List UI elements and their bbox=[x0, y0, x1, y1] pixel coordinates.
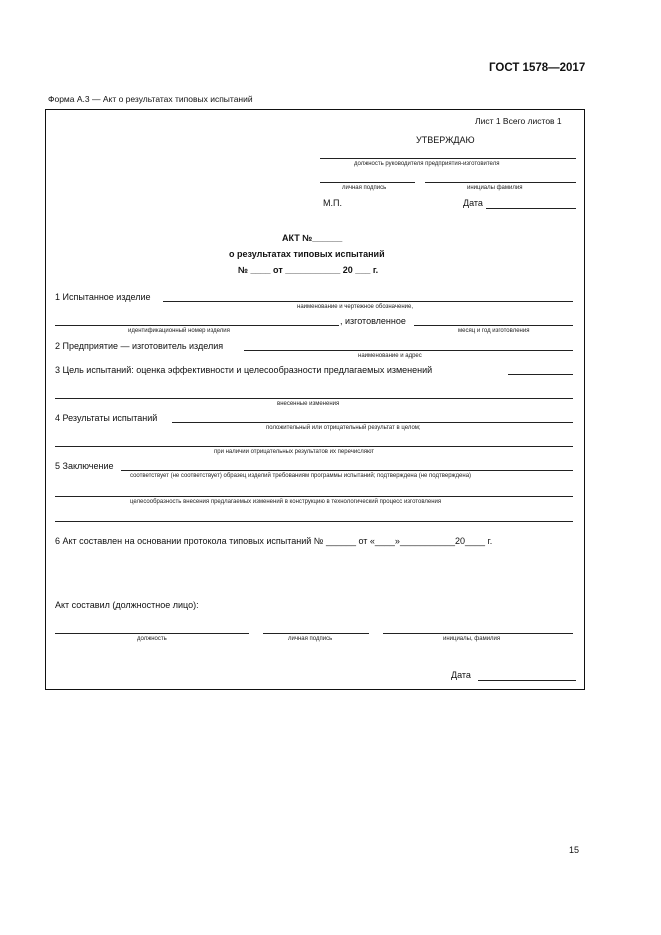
item4-line[interactable] bbox=[172, 422, 573, 423]
item1-date-hint: месяц и год изготовления bbox=[458, 328, 530, 334]
item3-line[interactable] bbox=[55, 398, 573, 399]
act-title: АКТ №______ bbox=[282, 233, 343, 243]
item5-hint2: целесообразность внесения предлагаемых изменений в конструкцию в технологический процесс изготовления bbox=[130, 499, 442, 505]
footer-position-hint: должность bbox=[137, 636, 167, 642]
approve-position-hint: должность руководителя предприятия-изготовителя bbox=[354, 161, 500, 167]
standard-number: ГОСТ 1578—2017 bbox=[489, 62, 586, 74]
item2-hint: наименование и адрес bbox=[358, 353, 422, 359]
item4-hint: положительный или отрицательный результат в целом; bbox=[266, 425, 421, 431]
approve-position-line[interactable] bbox=[320, 158, 576, 159]
item1-id-line[interactable] bbox=[55, 325, 339, 326]
item4-line2[interactable] bbox=[55, 446, 573, 447]
form-caption: Форма А.3 — Акт о результатах типовых испытаний bbox=[48, 94, 253, 104]
item1-hint: наименование и чертежное обозначение, bbox=[297, 304, 413, 310]
item1-label: 1 Испытанное изделие bbox=[55, 292, 151, 302]
approve-signature-hint: личная подпись bbox=[342, 185, 387, 191]
item6-label: 6 Акт составлен на основании протокола типовых испытаний № ______ от «____»___________20____ г. bbox=[55, 536, 493, 546]
approve-name-line[interactable] bbox=[425, 182, 576, 183]
approve-signature-line[interactable] bbox=[320, 182, 415, 183]
approve-title: УТВЕРЖДАЮ bbox=[416, 135, 475, 145]
page-number: 15 bbox=[569, 845, 580, 855]
stamp-label: М.П. bbox=[323, 198, 342, 208]
item5-line[interactable] bbox=[121, 470, 573, 471]
act-number-line: № ____ от ___________ 20 ___ г. bbox=[238, 265, 379, 275]
footer-date-label: Дата bbox=[451, 670, 471, 680]
item1-made-label: , изготовленное bbox=[340, 316, 406, 326]
item3-hint: внесенные изменения bbox=[277, 401, 340, 407]
item5-line3[interactable] bbox=[55, 521, 573, 522]
item4-hint2: при наличии отрицательных результатов их перечисляют bbox=[214, 449, 375, 455]
footer-date-line[interactable] bbox=[478, 680, 576, 681]
item5-label: 5 Заключение bbox=[55, 461, 114, 471]
footer-signature-line[interactable] bbox=[263, 633, 369, 634]
footer-name-hint: инициалы, фамилия bbox=[443, 636, 501, 642]
item2-line[interactable] bbox=[244, 350, 573, 351]
compiled-label: Акт составил (должностное лицо): bbox=[55, 600, 199, 610]
act-subtitle: о результатах типовых испытаний bbox=[229, 249, 385, 259]
item3-label: 3 Цель испытаний: оценка эффективности и целесообразности предлагаемых изменений bbox=[55, 365, 433, 375]
item5-line2[interactable] bbox=[55, 496, 573, 497]
footer-signature-hint: личная подпись bbox=[288, 636, 333, 642]
item4-label: 4 Результаты испытаний bbox=[55, 413, 158, 423]
item3-line-inline[interactable] bbox=[508, 374, 573, 375]
item5-hint: соответствует (не соответствует) образец изделий требованиям программы испытаний; подтверждена (не подтверждена) bbox=[130, 473, 472, 479]
item2-label: 2 Предприятие — изготовитель изделия bbox=[55, 341, 224, 351]
footer-position-line[interactable] bbox=[55, 633, 249, 634]
item1-name-line[interactable] bbox=[163, 301, 573, 302]
footer-name-line[interactable] bbox=[383, 633, 573, 634]
approve-date-label: Дата bbox=[463, 198, 483, 208]
approve-name-hint: инициалы фамилия bbox=[467, 185, 523, 191]
item1-date-line[interactable] bbox=[414, 325, 573, 326]
approve-date-line[interactable] bbox=[486, 208, 576, 209]
sheet-info: Лист 1 Всего листов 1 bbox=[475, 116, 562, 126]
item1-id-hint: идентификационный номер изделия bbox=[128, 328, 230, 334]
